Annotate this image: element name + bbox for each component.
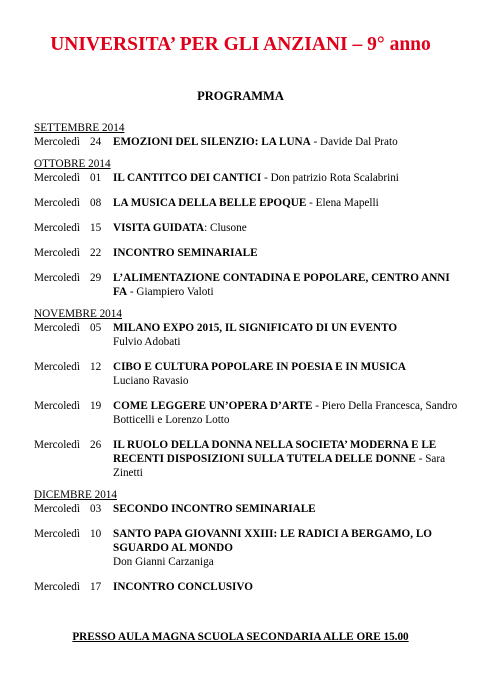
entry-details — [113, 196, 464, 210]
event-title: INCONTRO CONCLUSIVO — [113, 581, 253, 593]
event-speaker: - Davide Dal Prato — [310, 136, 398, 148]
entry-date: 17 — [90, 581, 102, 593]
month-heading: SETTEMBRE 2014 — [34, 122, 125, 134]
entry-weekday: Mercoledì — [34, 503, 80, 515]
entry-weekday: Mercoledì — [34, 197, 80, 209]
entry-date: 26 — [90, 439, 102, 451]
entry-date: 12 — [90, 361, 102, 373]
schedule-entry — [34, 196, 464, 210]
entry-weekday: Mercoledì — [34, 136, 80, 148]
event-title: COME LEGGERE UN’OPERA D’ARTE — [113, 400, 313, 412]
schedule-entry — [34, 438, 464, 480]
entry-date: 19 — [90, 400, 102, 412]
event-title: LA MUSICA DELLA BELLE EPOQUE — [113, 197, 307, 209]
event-title: VISITA GUIDATA — [113, 222, 205, 234]
entry-details — [113, 135, 464, 149]
schedule-entry — [34, 527, 464, 569]
entry-weekday: Mercoledì — [34, 361, 80, 373]
event-speaker: Fulvio Adobati — [113, 336, 181, 348]
programme-heading: PROGRAMMA — [197, 89, 284, 103]
month-heading: NOVEMBRE 2014 — [34, 308, 122, 320]
event-title: IL RUOLO DELLA DONNA NELLA SOCIETA’ MODERNA E LE RECENTI DISPOSIZIONI SULLA TUTELA DELLE DONNE — [113, 439, 437, 465]
schedule-entry — [34, 502, 464, 516]
entry-date: 10 — [90, 528, 102, 540]
entry-date: 03 — [90, 503, 102, 515]
event-title: IL CANTITCO DEI CANTICI — [113, 172, 262, 184]
entry-weekday: Mercoledì — [34, 222, 80, 234]
schedule-entry — [34, 360, 464, 388]
schedule-entry — [34, 246, 464, 260]
event-speaker: - Elena Mapelli — [306, 197, 379, 209]
event-speaker: - Giampiero Valoti — [127, 286, 214, 298]
entry-details — [113, 246, 464, 260]
entry-weekday: Mercoledì — [34, 528, 80, 540]
entry-weekday: Mercoledì — [34, 247, 80, 259]
entry-date: 22 — [90, 247, 102, 259]
entry-details — [113, 527, 464, 569]
event-title: L’ALIMENTAZIONE CONTADINA E POPOLARE, CENTRO ANNI FA — [113, 272, 450, 298]
event-speaker: Luciano Ravasio — [113, 375, 189, 387]
entry-details — [113, 171, 464, 185]
entry-date: 05 — [90, 322, 102, 334]
entry-details — [113, 271, 464, 299]
event-title: EMOZIONI DEL SILENZIO: LA LUNA — [113, 136, 311, 148]
event-speaker: : Clusone — [204, 222, 247, 234]
month-heading: OTTOBRE 2014 — [34, 158, 111, 170]
entry-weekday: Mercoledì — [34, 172, 80, 184]
schedule-entry — [34, 135, 464, 149]
event-title: SANTO PAPA GIOVANNI XXIII: LE RADICI A BERGAMO, LO SGUARDO AL MONDO — [113, 528, 432, 554]
schedule-entry — [34, 321, 464, 349]
event-title: MILANO EXPO 2015, IL SIGNIFICATO DI UN EVENTO — [113, 322, 398, 334]
entry-details — [113, 221, 464, 235]
event-speaker: Don Gianni Carzaniga — [113, 556, 214, 568]
schedule-entry — [34, 171, 464, 185]
entry-weekday: Mercoledì — [34, 581, 80, 593]
schedule-entry — [34, 580, 464, 594]
entry-details — [113, 360, 464, 388]
event-speaker: - Piero Della Francesca, Sandro Botticelli e Lorenzo Lotto — [113, 400, 458, 426]
event-title: CIBO E CULTURA POPOLARE IN POESIA E IN MUSICA — [113, 361, 406, 373]
entry-details — [113, 321, 464, 349]
entry-details — [113, 399, 464, 427]
schedule-entry — [34, 399, 464, 427]
entry-details — [113, 502, 464, 516]
schedule-entry — [34, 271, 464, 299]
entry-details — [113, 580, 464, 594]
entry-weekday: Mercoledì — [34, 272, 80, 284]
entry-weekday: Mercoledì — [34, 439, 80, 451]
event-title: SECONDO INCONTRO SEMINARIALE — [113, 503, 316, 515]
venue-note: PRESSO AULA MAGNA SCUOLA SECONDARIA ALLE ORE 15.00 — [72, 631, 409, 643]
event-speaker: - Don patrizio Rota Scalabrini — [261, 172, 399, 184]
entry-date: 24 — [90, 136, 102, 148]
event-title: INCONTRO SEMINARIALE — [113, 247, 258, 259]
page-title: UNIVERSITA’ PER GLI ANZIANI – 9° anno — [50, 34, 431, 55]
entry-weekday: Mercoledì — [34, 322, 80, 334]
entry-date: 15 — [90, 222, 102, 234]
entry-weekday: Mercoledì — [34, 400, 80, 412]
schedule — [34, 121, 464, 594]
entry-date: 29 — [90, 272, 102, 284]
schedule-entry — [34, 221, 464, 235]
entry-date: 08 — [90, 197, 102, 209]
entry-details — [113, 438, 464, 480]
month-heading: DICEMBRE 2014 — [34, 489, 117, 501]
entry-date: 01 — [90, 172, 102, 184]
event-speaker: - Sara Zinetti — [113, 453, 446, 479]
